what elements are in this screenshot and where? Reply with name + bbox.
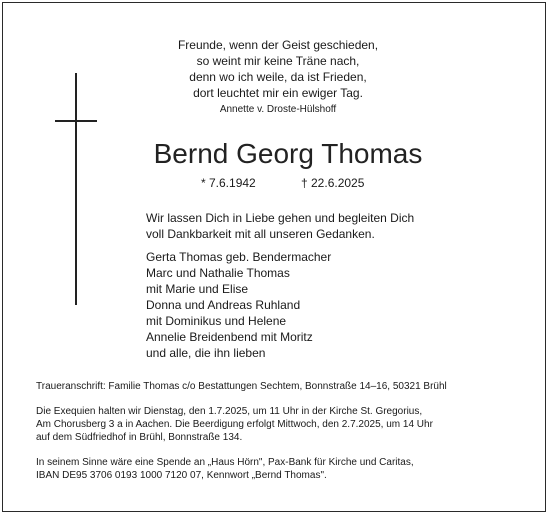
birth-date: * 7.6.1942 bbox=[201, 176, 256, 190]
service-line: Die Exequien halten wir Dienstag, den 1.7.2025, um 11 Uhr in der Kirche St. Gregorius, bbox=[36, 406, 423, 417]
mourner-line: Annelie Breidenbend mit Moritz bbox=[146, 330, 313, 344]
poem-line: so weint mir keine Träne nach, bbox=[196, 54, 360, 68]
mourners-list bbox=[146, 249, 466, 361]
donation-details bbox=[36, 456, 526, 482]
cross-icon-horizontal bbox=[55, 120, 97, 122]
mourner-line: Marc und Nathalie Thomas bbox=[146, 266, 290, 280]
service-line: auf dem Südfriedhof in Brühl, Bonnstraße 134. bbox=[36, 432, 243, 443]
service-details bbox=[36, 405, 526, 444]
donation-line: In seinem Sinne wäre eine Spende an „Haus Hörn", Pax-Bank für Kirche und Caritas, bbox=[36, 457, 414, 468]
donation-line: IBAN DE95 3706 0193 1000 7120 07, Kennwort „Bernd Thomas". bbox=[36, 470, 327, 481]
farewell-line: voll Dankbarkeit mit all unseren Gedanken. bbox=[146, 227, 375, 241]
service-line: Am Chorusberg 3 a in Aachen. Die Beerdigung erfolgt Mittwoch, den 2.7.2025, um 14 Uhr bbox=[36, 419, 433, 430]
mourner-line: mit Dominikus und Helene bbox=[146, 314, 287, 328]
poem-line: Freunde, wenn der Geist geschieden, bbox=[177, 38, 379, 52]
mourner-line: mit Marie und Elise bbox=[146, 282, 249, 296]
mourning-address bbox=[36, 380, 526, 393]
poem-author: Annette v. Droste-Hülshoff bbox=[219, 104, 337, 115]
poem bbox=[123, 37, 433, 101]
address-line: Traueranschrift: Familie Thomas c/o Bestattungen Sechtem, Bonnstraße 14–16, 50321 Brühl bbox=[36, 381, 447, 392]
farewell-text bbox=[146, 210, 486, 242]
poem-line: dort leuchtet mir ein ewiger Tag. bbox=[193, 86, 363, 100]
mourner-line: und alle, die ihn lieben bbox=[146, 346, 266, 360]
cross-icon-vertical bbox=[75, 73, 77, 305]
poem-line: denn wo ich weile, da ist Frieden, bbox=[189, 70, 367, 84]
deceased-name: Bernd Georg Thomas bbox=[153, 138, 423, 169]
obituary-notice bbox=[2, 2, 546, 512]
mourner-line: Gerta Thomas geb. Bendermacher bbox=[146, 250, 332, 264]
mourner-line: Donna und Andreas Ruhland bbox=[146, 298, 301, 312]
death-date: † 22.6.2025 bbox=[301, 176, 365, 190]
farewell-line: Wir lassen Dich in Liebe gehen und begleiten Dich bbox=[146, 211, 415, 225]
